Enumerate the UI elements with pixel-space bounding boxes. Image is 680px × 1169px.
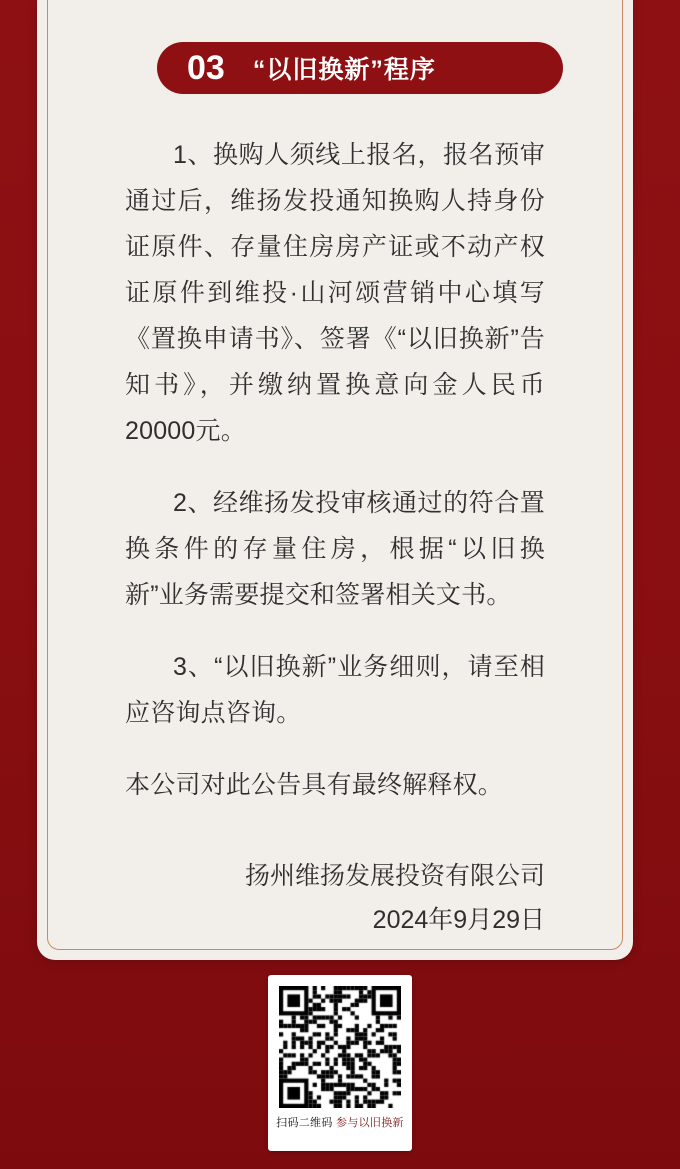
paragraph-2: 2、经维扬发投审核通过的符合置换条件的存量住房，根据“以旧换新”业务需要提交和签署相关文书。	[125, 489, 545, 609]
qr-code-card[interactable]	[268, 975, 412, 1151]
signature-date: 2024年9月29日	[372, 906, 545, 934]
qr-code-icon[interactable]	[279, 986, 401, 1108]
qr-caption-primary: 扫码二维码	[276, 1117, 333, 1129]
paragraph-4: 本公司对此公告具有最终解释权。	[125, 771, 504, 799]
section-number: 03	[187, 49, 225, 87]
paragraph-1: 1、换购人须线上报名，报名预审通过后，维扬发投通知换购人持身份证原件、存量住房房产证或不动产权证原件到维投·山河颂营销中心填写《置换申请书》、签署《“以旧换新”告知书》，并缴纳置换意向金人民币20000元。	[125, 141, 545, 445]
signature-block	[125, 854, 545, 942]
signature-company: 扬州维扬发展投资有限公司	[244, 862, 545, 890]
announcement-card	[37, 0, 633, 960]
section-title: “以旧换新”程序	[252, 56, 436, 84]
qr-caption-secondary: 参与以旧换新	[336, 1117, 404, 1129]
paragraph-3: 3、“以旧换新”业务细则，请至相应咨询点咨询。	[125, 653, 545, 727]
announcement-body	[125, 132, 545, 942]
qr-caption	[276, 1114, 404, 1130]
section-header-pill	[157, 42, 563, 94]
